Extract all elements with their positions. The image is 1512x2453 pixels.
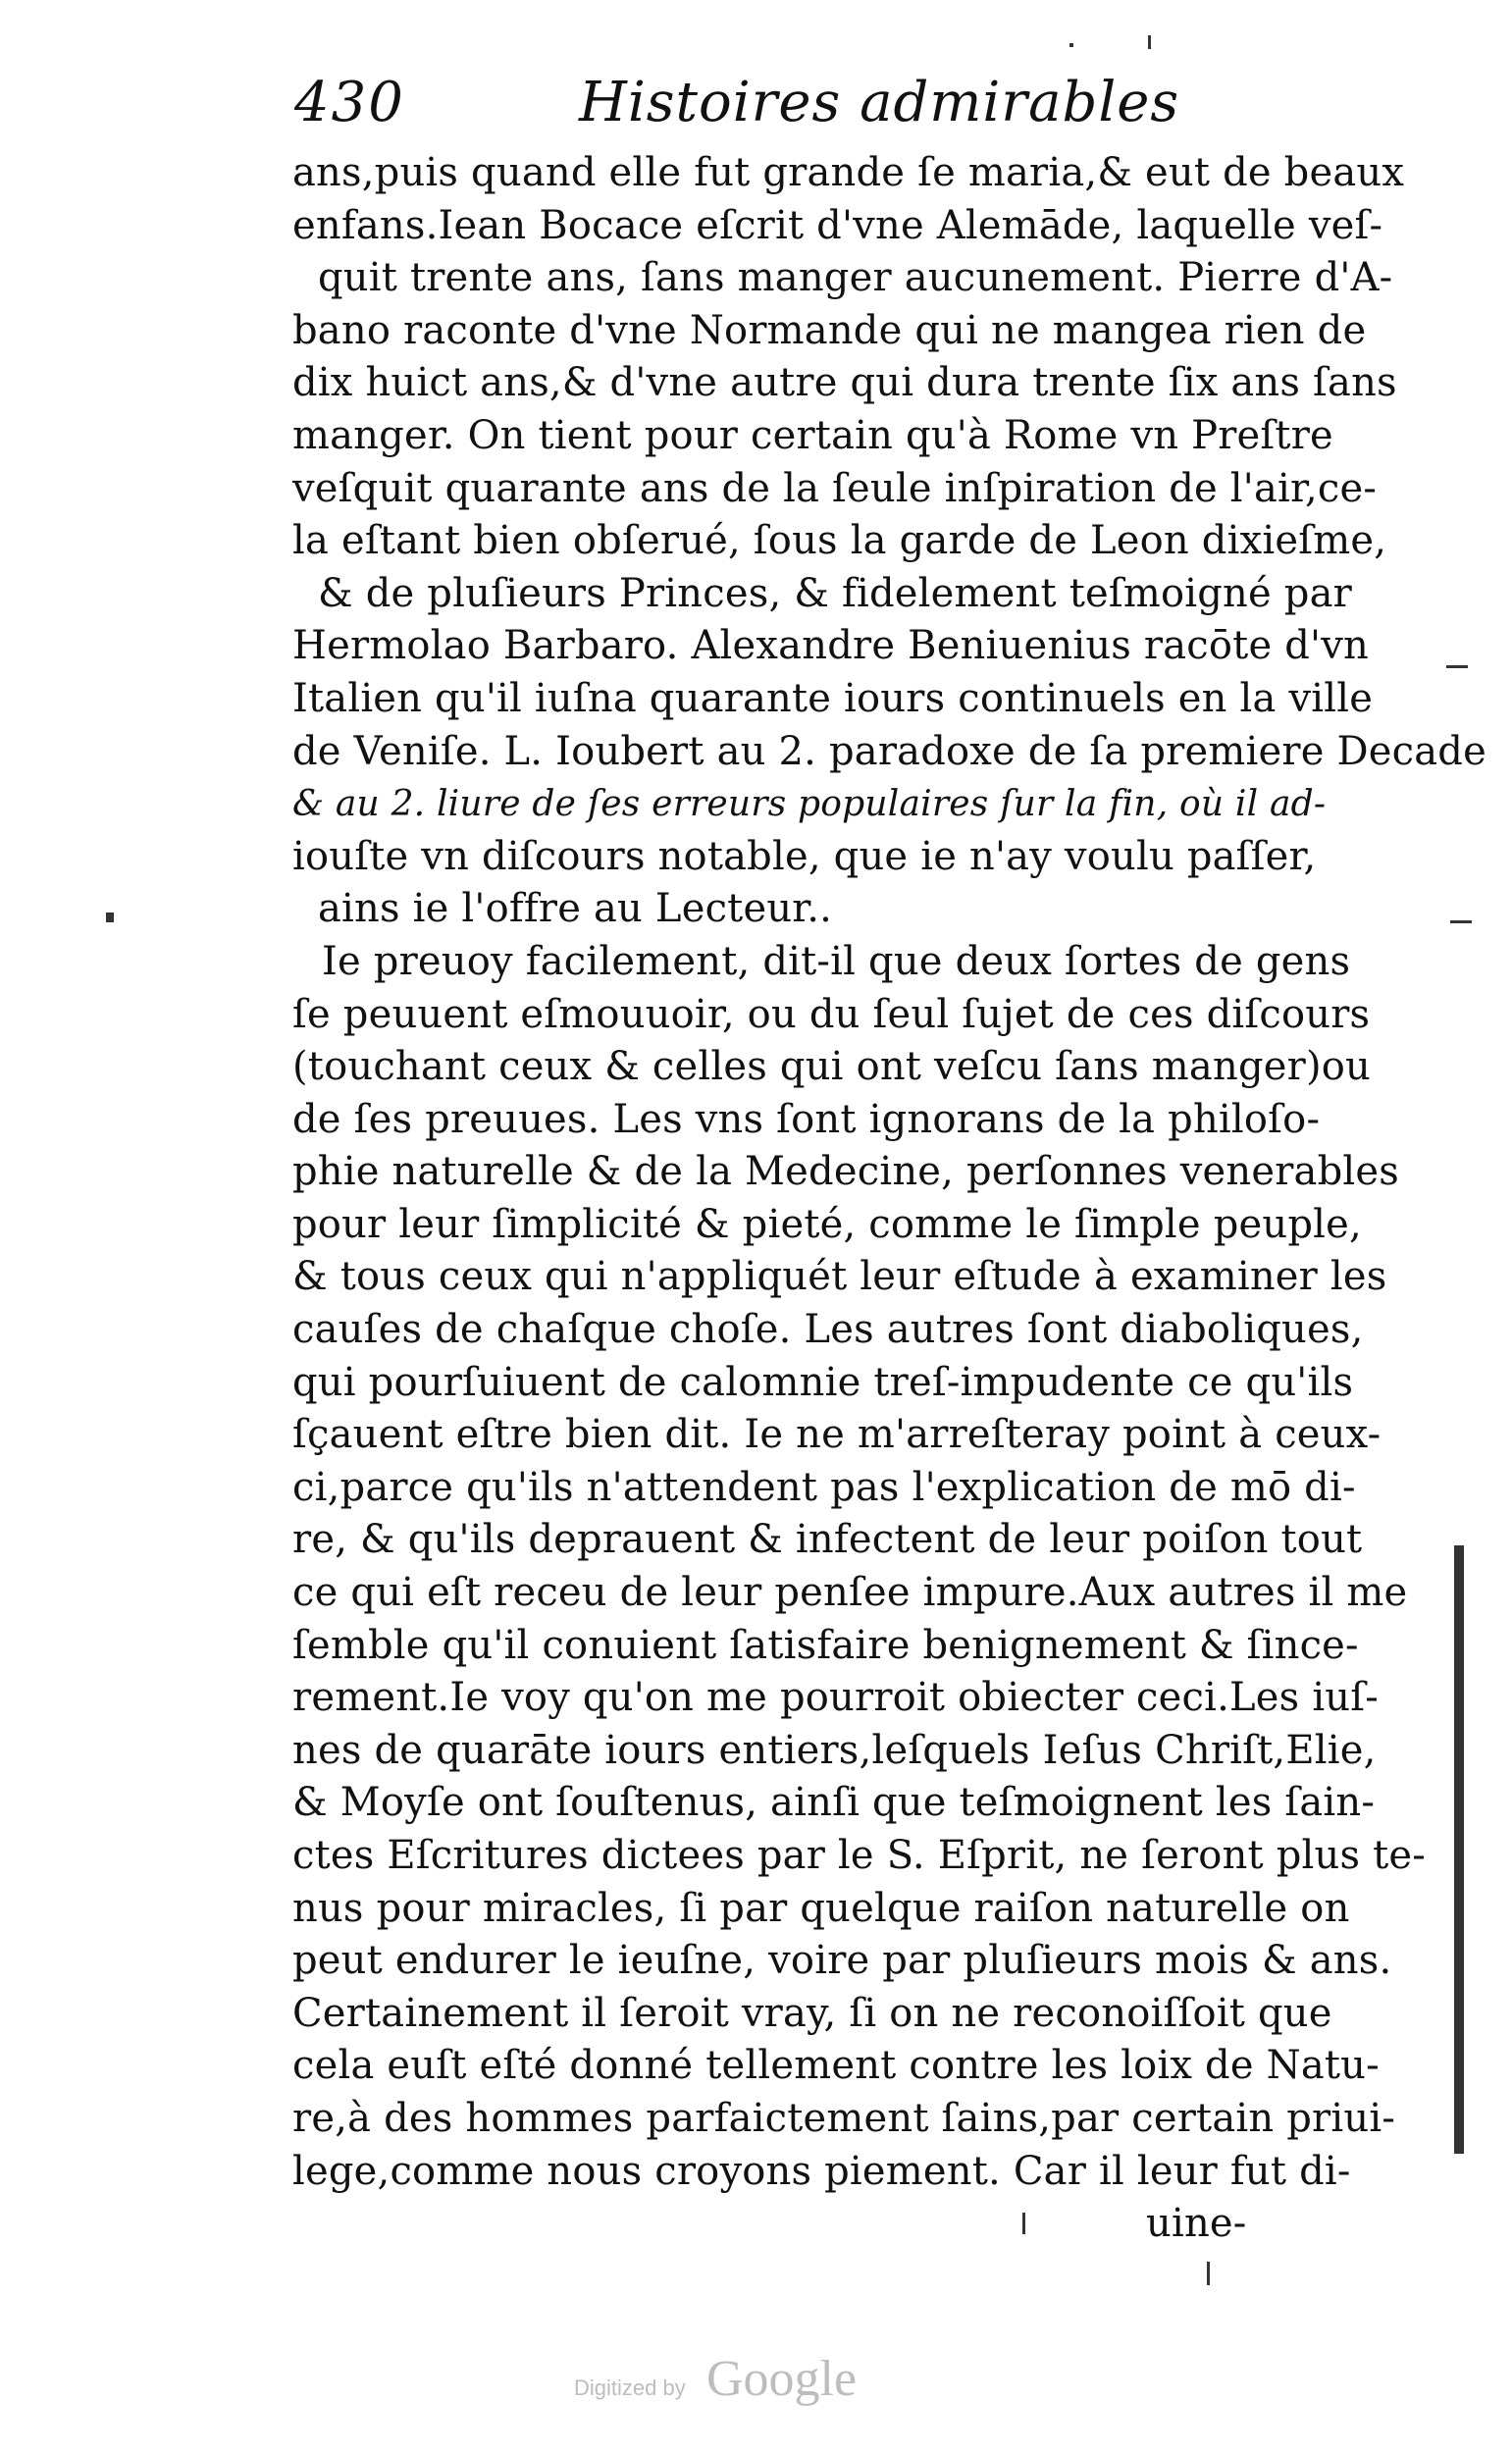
margin-rule bbox=[1454, 1545, 1464, 2154]
text-line: Hermolao Barbaro. Alexandre Beniuenius racōte d'vn bbox=[292, 623, 1369, 669]
digitized-watermark bbox=[574, 2350, 927, 2409]
text-line: iouſte vn diſcours notable, que ie n'ay voulu paſſer, bbox=[292, 833, 1317, 879]
digitized-by-text: Digitized by bbox=[574, 2375, 686, 2400]
text-line: la eſtant bien obſerué, ſous la garde de Leon dixieſme, bbox=[292, 518, 1387, 564]
body-text bbox=[292, 147, 1486, 2251]
text-line: cela euſt eſté donné tellement contre les loix de Natu- bbox=[292, 2043, 1380, 2089]
text-line: cauſes de chaſque choſe. Les autres ſont diaboliques, bbox=[292, 1307, 1364, 1353]
scan-speck bbox=[1148, 35, 1151, 49]
text-line: & de pluſieurs Princes, & fidelement teſmoigné par bbox=[318, 570, 1352, 616]
scan-speck bbox=[1450, 920, 1472, 923]
text-line: enfans.Iean Bocace eſcrit d'vne Alemāde, laquelle veſ- bbox=[292, 202, 1383, 248]
text-line: nes de quarāte iours entiers,leſquels Ieſus Chriſt,Elie, bbox=[292, 1727, 1377, 1773]
text-line: nus pour miracles, ſi par quelque raiſon naturelle on bbox=[292, 1885, 1350, 1931]
text-line: bano raconte d'vne Normande qui ne mangea rien de bbox=[292, 307, 1367, 353]
page-header bbox=[294, 71, 1354, 149]
text-line: qui pourſuiuent de calomnie treſ-impudente ce qu'ils bbox=[292, 1359, 1354, 1405]
text-line-citation: de Veniſe. L. Ioubert au 2. paradoxe de ſa premiere Decade bbox=[292, 728, 1486, 774]
text-line: manger. On tient pour certain qu'à Rome vn Preſtre bbox=[292, 412, 1333, 458]
text-line: veſquit quarante ans de la ſeule inſpiration de l'air,ce- bbox=[292, 465, 1378, 511]
text-line: ctes Eſcritures dictees par le S. Eſprit, ne ſeront plus te- bbox=[292, 1833, 1426, 1878]
text-line: ci,parce qu'ils n'attendent pas l'explication de mō di- bbox=[292, 1464, 1356, 1510]
page-number: 430 bbox=[294, 71, 405, 134]
text-line: de ſes preuues. Les vns ſont ignorans de la philoſo- bbox=[292, 1096, 1321, 1142]
text-line: phie naturelle & de la Medecine, perſonnes venerables bbox=[292, 1149, 1399, 1195]
text-line: ſemble qu'il conuient ſatisfaire benignement & ſince- bbox=[292, 1622, 1359, 1668]
text-line: Certainement il ſeroit vray, ſi on ne reconoiſſoit que bbox=[292, 1990, 1332, 2036]
text-line: ce qui eſt receu de leur penſee impure.Aux autres il me bbox=[292, 1570, 1408, 1616]
text-line: (touchant ceux & celles qui ont veſcu ſans manger)ou bbox=[292, 1044, 1371, 1090]
text-line: ſçauent eſtre bien dit. Ie ne m'arreſteray point à ceux- bbox=[292, 1412, 1382, 1458]
scan-speck bbox=[106, 913, 114, 922]
scan-speck bbox=[1446, 665, 1468, 668]
scan-speck bbox=[1069, 43, 1073, 47]
text-line: rement.Ie voy qu'on me pourroit obiecter ceci.Les iuſ- bbox=[292, 1675, 1379, 1721]
text-line: Italien qu'il iuſna quarante iours continuels en la ville bbox=[292, 675, 1374, 721]
text-line: pour leur ſimplicité & pieté, comme le ſimple peuple, bbox=[292, 1201, 1362, 1247]
text-line: peut endurer le ieuſne, voire par pluſieurs mois & ans. bbox=[292, 1938, 1392, 1984]
text-line: & tous ceux qui n'appliquét leur eſtude à examiner les bbox=[292, 1254, 1387, 1300]
text-line: ſe peuuent eſmouuoir, ou du ſeul ſujet de ces diſcours bbox=[292, 991, 1371, 1037]
text-line: ains ie l'offre au Lecteur.. bbox=[318, 886, 833, 932]
text-line: & Moyſe ont ſouſtenus, ainſi que teſmoignent les ſain- bbox=[292, 1780, 1376, 1826]
running-title: Histoires admirables bbox=[579, 71, 1180, 134]
text-line: re,à des hommes parfaictement ſains,par certain priui- bbox=[292, 2095, 1396, 2141]
text-line: lege,comme nous croyons piement. Car il leur fut di- bbox=[292, 2148, 1351, 2194]
text-line: quit trente ans, ſans manger aucunement. Pierre d'A- bbox=[318, 255, 1393, 301]
text-line-catchword: uine- bbox=[1146, 2201, 1247, 2247]
text-line: ans,puis quand elle fut grande ſe maria,& eut de beaux bbox=[292, 150, 1405, 195]
text-line-paragraph-start: Ie preuoy facilement, dit-il que deux ſortes de gens bbox=[322, 938, 1351, 984]
text-line-citation: & au 2. liure de ſes erreurs populaires ſur la fin, où il ad- bbox=[292, 784, 1327, 825]
scan-speck bbox=[1207, 2262, 1210, 2285]
text-line: re, & qu'ils deprauent & infectent de leur poiſon tout bbox=[292, 1517, 1363, 1563]
google-logo-text: Google bbox=[706, 2351, 858, 2407]
text-line: dix huict ans,& d'vne autre qui dura trente ſix ans ſans bbox=[292, 360, 1397, 406]
